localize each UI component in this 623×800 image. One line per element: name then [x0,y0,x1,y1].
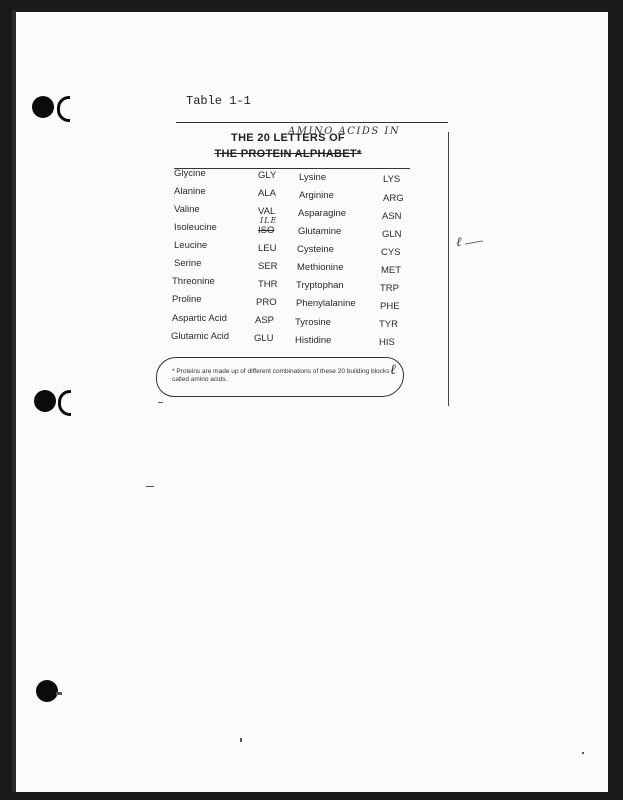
amino-abbr: TRP [380,283,399,294]
amino-abbr: ARG [383,193,404,204]
amino-name: Glycine [174,168,206,179]
amino-abbr: HIS [379,337,395,348]
amino-abbr: ASN [382,211,402,222]
handwritten-ile: ILE [260,216,278,225]
amino-name: Glutamine [298,226,342,237]
amino-name: Serine [174,258,202,269]
amino-abbr: GLY [258,170,277,181]
amino-name: Valine [174,204,200,215]
amino-abbr: TYR [379,319,398,330]
amino-name: Histidine [295,335,332,346]
title-rule [174,168,410,169]
table-label: Table 1-1 [186,94,251,108]
amino-name: Threonine [172,276,215,287]
punch-hole-middle-shadow [58,390,71,416]
amino-name: Cysteine [297,244,334,255]
amino-name: Tyrosine [295,317,331,328]
stray-mark [158,402,163,403]
handwritten-margin-mark: ℓ [456,235,463,250]
amino-name: Isoleucine [174,222,217,233]
amino-name: Lysine [299,172,327,183]
amino-abbr: VAL [258,206,276,217]
amino-name: Methionine [297,262,344,273]
punch-hole-bottom-mark [56,692,62,695]
amino-name: Tryptophan [296,280,344,291]
amino-abbr: ASP [255,315,275,326]
amino-abbr: MET [381,265,402,276]
amino-abbr: GLN [382,229,402,240]
amino-abbr: ISO [258,225,275,236]
amino-abbr: THR [258,279,278,290]
amino-name: Arginine [299,190,334,201]
table-title-line2: THE PROTEIN ALPHABET* [214,148,362,160]
amino-abbr: CYS [381,247,401,258]
handwritten-insert: AMINO ACIDS IN [288,126,401,137]
punch-hole-bottom [36,680,58,702]
amino-abbr: LEU [258,243,277,254]
stray-mark [146,486,154,487]
amino-abbr: PRO [256,297,277,308]
amino-name: Glutamic Acid [171,331,230,342]
amino-name: Alanine [174,186,206,197]
punch-hole-top-shadow [57,96,70,122]
footnote: * Proteins are made up of different combinations of these 20 building blocks called amino acids. [172,368,390,383]
handwritten-footnote-mark: ℓ [390,362,398,378]
document-page [16,12,608,792]
table-title-line1: THE 20 LETTERS OF [231,132,345,144]
amino-abbr: LYS [383,174,401,185]
amino-name: Asparagine [298,208,347,219]
amino-abbr: GLU [254,333,274,344]
amino-name: Proline [172,294,202,305]
punch-hole-top [32,96,54,118]
stray-mark [582,752,584,754]
amino-abbr: ALA [258,188,276,199]
amino-name: Phenylalanine [296,298,356,309]
punch-hole-middle [34,390,56,412]
amino-name: Aspartic Acid [172,313,227,324]
amino-abbr: PHE [380,301,400,312]
vertical-rule [448,132,449,406]
amino-name: Leucine [174,240,208,251]
top-rule [176,122,448,123]
handwritten-margin-line [465,240,483,244]
amino-abbr: SER [258,261,278,272]
stray-mark [240,738,242,742]
